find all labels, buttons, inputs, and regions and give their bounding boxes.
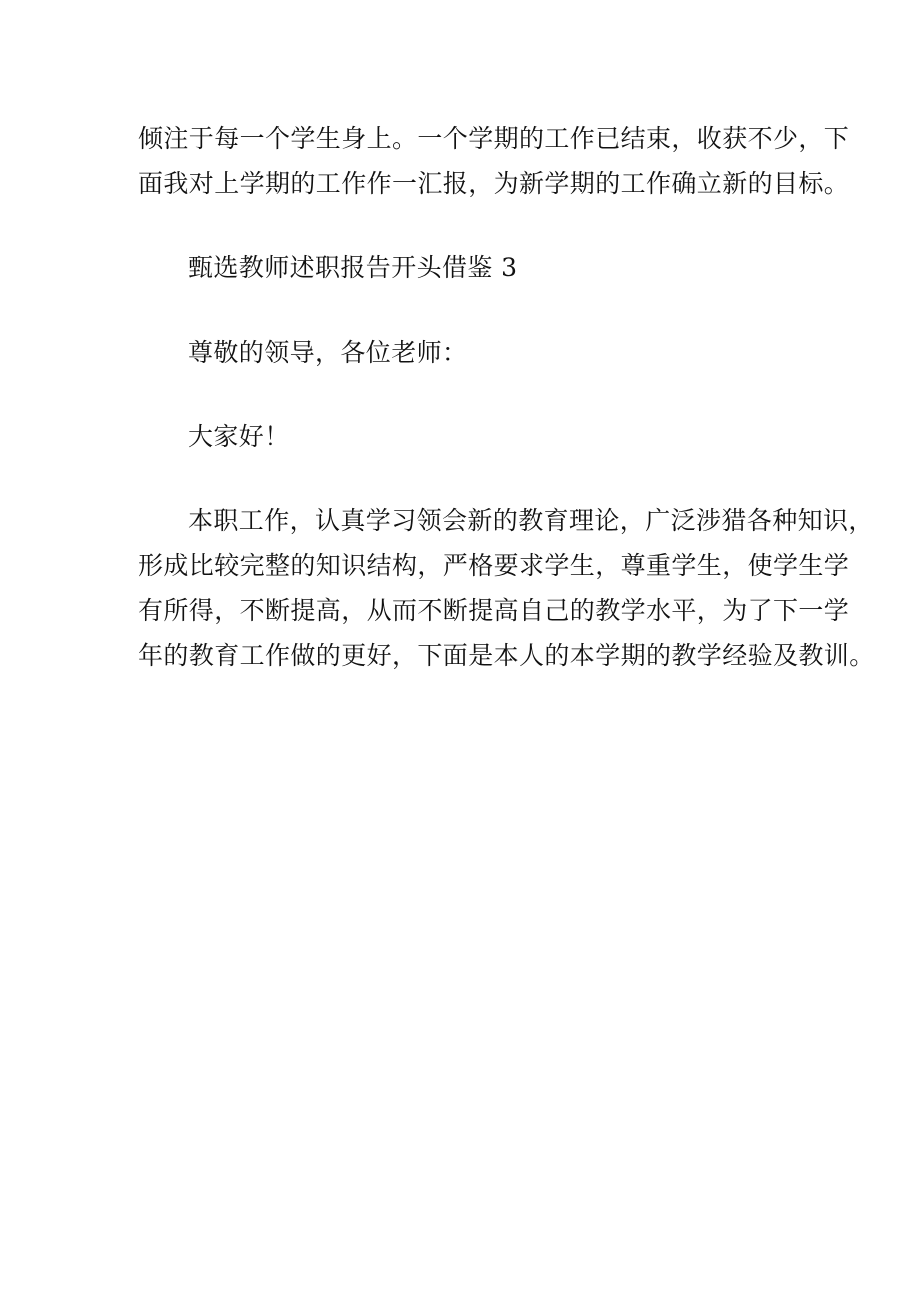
intro-line: 倾注于每一个学生身上。一个学期的工作已结束，收获不少，下 [138,124,850,153]
section-heading: 甄选教师述职报告开头借鉴 3 [188,253,518,282]
intro-line: 面我对上学期的工作作一汇报，为新学期的工作确立新的目标。 [138,169,850,198]
greeting: 大家好！ [188,422,290,451]
body-line: 有所得，不断提高，从而不断提高自己的教学水平，为了下一学 [138,596,850,625]
body-line: 本职工作，认真学习领会新的教育理论，广泛涉猎各种知识， [188,506,874,535]
salutation: 尊敬的领导，各位老师： [188,338,468,367]
body-line: 形成比较完整的知识结构，严格要求学生，尊重学生，使学生学 [138,551,850,580]
body-line: 年的教育工作做的更好，下面是本人的本学期的教学经验及教训。 [138,641,875,670]
